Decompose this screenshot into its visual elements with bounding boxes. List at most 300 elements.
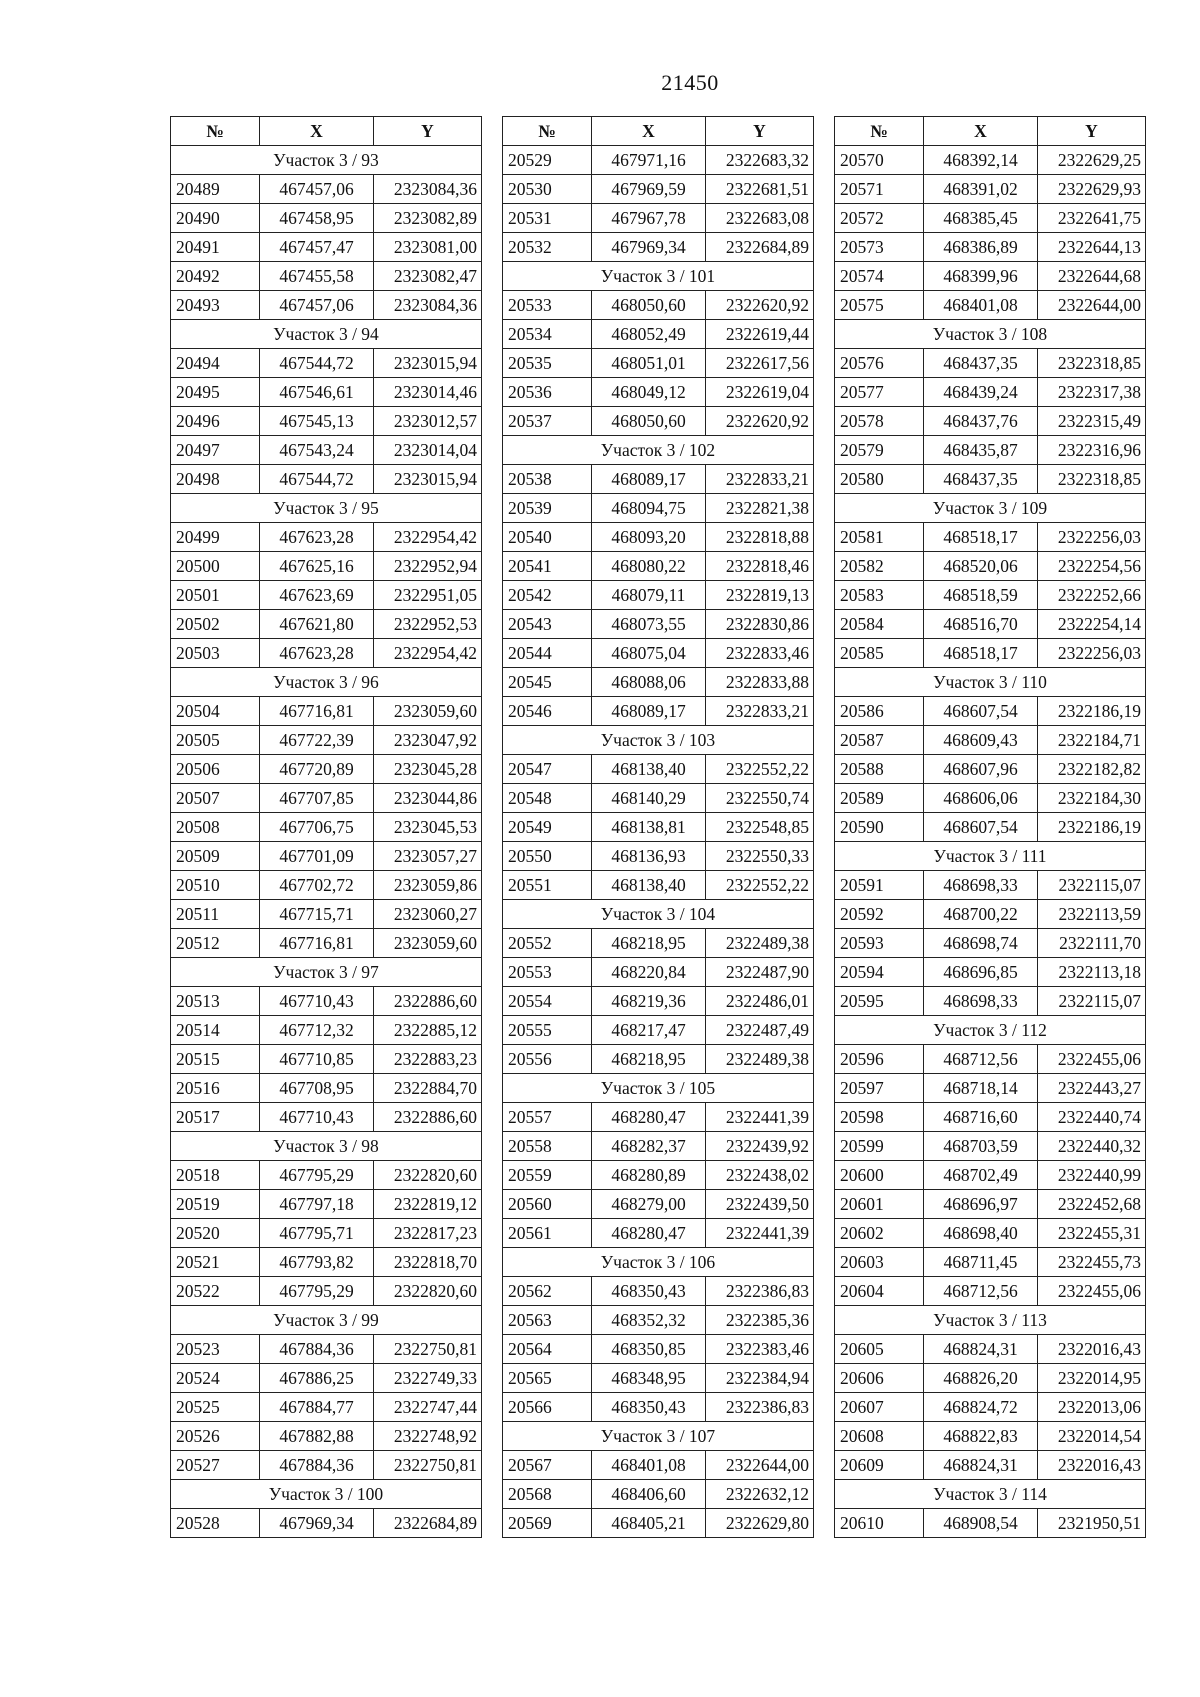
section-title: Участок 3 / 114 <box>835 1480 1146 1509</box>
point-number: 20570 <box>835 146 924 175</box>
coordinates-table-2 <box>502 116 814 1538</box>
point-number: 20564 <box>503 1335 592 1364</box>
section-row <box>835 320 1146 349</box>
x-coordinate: 468437,35 <box>924 465 1038 494</box>
table-row <box>171 1190 482 1219</box>
table-row <box>503 349 814 378</box>
table-row <box>171 465 482 494</box>
section-title: Участок 3 / 96 <box>171 668 482 697</box>
table-row <box>503 465 814 494</box>
point-number: 20519 <box>171 1190 260 1219</box>
x-coordinate: 468080,22 <box>592 552 706 581</box>
table-row <box>835 1074 1146 1103</box>
point-number: 20584 <box>835 610 924 639</box>
y-coordinate: 2322954,42 <box>374 639 482 668</box>
y-coordinate: 2322113,18 <box>1038 958 1146 987</box>
point-number: 20589 <box>835 784 924 813</box>
y-coordinate: 2322952,53 <box>374 610 482 639</box>
y-coordinate: 2322819,12 <box>374 1190 482 1219</box>
table-row <box>171 987 482 1016</box>
section-row <box>171 668 482 697</box>
y-coordinate: 2322439,50 <box>706 1190 814 1219</box>
x-coordinate: 468079,11 <box>592 581 706 610</box>
point-number: 20522 <box>171 1277 260 1306</box>
y-coordinate: 2322318,85 <box>1038 465 1146 494</box>
table-row <box>171 1335 482 1364</box>
point-number: 20503 <box>171 639 260 668</box>
x-coordinate: 467712,32 <box>260 1016 374 1045</box>
table-row <box>503 842 814 871</box>
table-row <box>503 1335 814 1364</box>
point-number: 20544 <box>503 639 592 668</box>
x-coordinate: 468698,33 <box>924 987 1038 1016</box>
y-coordinate: 2322186,19 <box>1038 813 1146 842</box>
table-row <box>835 349 1146 378</box>
y-coordinate: 2322111,70 <box>1038 929 1146 958</box>
table-row <box>171 581 482 610</box>
point-number: 20534 <box>503 320 592 349</box>
x-coordinate: 468138,40 <box>592 871 706 900</box>
header-num: № <box>171 117 260 146</box>
point-number: 20502 <box>171 610 260 639</box>
y-coordinate: 2322552,22 <box>706 755 814 784</box>
section-row <box>503 436 814 465</box>
y-coordinate: 2322954,42 <box>374 523 482 552</box>
coordinates-table-1 <box>170 116 482 1538</box>
y-coordinate: 2322833,21 <box>706 697 814 726</box>
point-number: 20491 <box>171 233 260 262</box>
y-coordinate: 2323014,46 <box>374 378 482 407</box>
x-coordinate: 468350,85 <box>592 1335 706 1364</box>
x-coordinate: 467795,71 <box>260 1219 374 1248</box>
point-number: 20516 <box>171 1074 260 1103</box>
table-row <box>835 987 1146 1016</box>
table-row <box>171 523 482 552</box>
x-coordinate: 467797,18 <box>260 1190 374 1219</box>
point-number: 20524 <box>171 1364 260 1393</box>
point-number: 20535 <box>503 349 592 378</box>
point-number: 20517 <box>171 1103 260 1132</box>
point-number: 20572 <box>835 204 924 233</box>
x-coordinate: 468824,31 <box>924 1335 1038 1364</box>
x-coordinate: 468350,43 <box>592 1277 706 1306</box>
point-number: 20539 <box>503 494 592 523</box>
y-coordinate: 2322886,60 <box>374 987 482 1016</box>
y-coordinate: 2323081,00 <box>374 233 482 262</box>
point-number: 20546 <box>503 697 592 726</box>
x-coordinate: 467967,78 <box>592 204 706 233</box>
y-coordinate: 2322833,88 <box>706 668 814 697</box>
x-coordinate: 468824,72 <box>924 1393 1038 1422</box>
x-coordinate: 468822,83 <box>924 1422 1038 1451</box>
y-coordinate: 2322644,13 <box>1038 233 1146 262</box>
table-row <box>171 1422 482 1451</box>
section-title: Участок 3 / 100 <box>171 1480 482 1509</box>
x-coordinate: 467623,28 <box>260 523 374 552</box>
table-row <box>835 1132 1146 1161</box>
point-number: 20533 <box>503 291 592 320</box>
point-number: 20514 <box>171 1016 260 1045</box>
table-row <box>503 1045 814 1074</box>
table-row <box>171 1364 482 1393</box>
point-number: 20547 <box>503 755 592 784</box>
x-coordinate: 468607,54 <box>924 813 1038 842</box>
table-row <box>171 755 482 784</box>
x-coordinate: 467969,59 <box>592 175 706 204</box>
point-number: 20528 <box>171 1509 260 1538</box>
y-coordinate: 2322550,33 <box>706 842 814 871</box>
x-coordinate: 467884,36 <box>260 1451 374 1480</box>
table-row <box>171 639 482 668</box>
point-number: 20554 <box>503 987 592 1016</box>
y-coordinate: 2322550,74 <box>706 784 814 813</box>
point-number: 20540 <box>503 523 592 552</box>
table-row <box>171 784 482 813</box>
x-coordinate: 467623,28 <box>260 639 374 668</box>
y-coordinate: 2322441,39 <box>706 1219 814 1248</box>
point-number: 20561 <box>503 1219 592 1248</box>
table-row <box>503 291 814 320</box>
x-coordinate: 468136,93 <box>592 842 706 871</box>
point-number: 20574 <box>835 262 924 291</box>
table-row <box>835 726 1146 755</box>
section-row <box>503 1422 814 1451</box>
point-number: 20529 <box>503 146 592 175</box>
table-header-row <box>835 117 1146 146</box>
x-coordinate: 468089,17 <box>592 465 706 494</box>
table-row <box>503 784 814 813</box>
x-coordinate: 468088,06 <box>592 668 706 697</box>
point-number: 20578 <box>835 407 924 436</box>
point-number: 20583 <box>835 581 924 610</box>
table-row <box>835 146 1146 175</box>
x-coordinate: 467455,58 <box>260 262 374 291</box>
table-row <box>503 610 814 639</box>
point-number: 20538 <box>503 465 592 494</box>
y-coordinate: 2322016,43 <box>1038 1335 1146 1364</box>
table-row <box>503 175 814 204</box>
table-row <box>503 581 814 610</box>
x-coordinate: 468826,20 <box>924 1364 1038 1393</box>
x-coordinate: 468518,17 <box>924 523 1038 552</box>
section-row <box>503 1248 814 1277</box>
y-coordinate: 2322016,43 <box>1038 1451 1146 1480</box>
table-row <box>503 233 814 262</box>
section-row <box>835 1306 1146 1335</box>
x-coordinate: 467707,85 <box>260 784 374 813</box>
y-coordinate: 2322818,88 <box>706 523 814 552</box>
point-number: 20595 <box>835 987 924 1016</box>
y-coordinate: 2322884,70 <box>374 1074 482 1103</box>
y-coordinate: 2322439,92 <box>706 1132 814 1161</box>
point-number: 20523 <box>171 1335 260 1364</box>
point-number: 20499 <box>171 523 260 552</box>
table-row <box>503 552 814 581</box>
y-coordinate: 2322014,95 <box>1038 1364 1146 1393</box>
y-coordinate: 2322252,66 <box>1038 581 1146 610</box>
point-number: 20587 <box>835 726 924 755</box>
section-row <box>171 1306 482 1335</box>
point-number: 20588 <box>835 755 924 784</box>
x-coordinate: 468437,76 <box>924 407 1038 436</box>
point-number: 20549 <box>503 813 592 842</box>
y-coordinate: 2322256,03 <box>1038 639 1146 668</box>
section-row <box>171 320 482 349</box>
point-number: 20551 <box>503 871 592 900</box>
point-number: 20594 <box>835 958 924 987</box>
header-num: № <box>835 117 924 146</box>
table-row <box>835 233 1146 262</box>
table-row <box>835 1190 1146 1219</box>
section-title: Участок 3 / 98 <box>171 1132 482 1161</box>
x-coordinate: 468094,75 <box>592 494 706 523</box>
section-row <box>835 1480 1146 1509</box>
x-coordinate: 467795,29 <box>260 1161 374 1190</box>
table-row <box>171 1045 482 1074</box>
section-row <box>835 842 1146 871</box>
point-number: 20575 <box>835 291 924 320</box>
point-number: 20560 <box>503 1190 592 1219</box>
x-coordinate: 468051,01 <box>592 349 706 378</box>
coordinates-table-3 <box>834 116 1146 1538</box>
x-coordinate: 467715,71 <box>260 900 374 929</box>
point-number: 20496 <box>171 407 260 436</box>
x-coordinate: 468350,43 <box>592 1393 706 1422</box>
section-row <box>835 1016 1146 1045</box>
x-coordinate: 468520,06 <box>924 552 1038 581</box>
y-coordinate: 2322830,86 <box>706 610 814 639</box>
point-number: 20526 <box>171 1422 260 1451</box>
x-coordinate: 468712,56 <box>924 1045 1038 1074</box>
header-x: X <box>592 117 706 146</box>
table-row <box>503 1480 814 1509</box>
table-row <box>835 1422 1146 1451</box>
point-number: 20598 <box>835 1103 924 1132</box>
point-number: 20504 <box>171 697 260 726</box>
point-number: 20490 <box>171 204 260 233</box>
y-coordinate: 2322833,46 <box>706 639 814 668</box>
y-coordinate: 2323057,27 <box>374 842 482 871</box>
table-row <box>503 871 814 900</box>
point-number: 20536 <box>503 378 592 407</box>
x-coordinate: 467545,13 <box>260 407 374 436</box>
table-row <box>503 697 814 726</box>
y-coordinate: 2323014,04 <box>374 436 482 465</box>
y-coordinate: 2322384,94 <box>706 1364 814 1393</box>
x-coordinate: 467625,16 <box>260 552 374 581</box>
x-coordinate: 468282,37 <box>592 1132 706 1161</box>
y-coordinate: 2323082,89 <box>374 204 482 233</box>
table-row <box>171 262 482 291</box>
y-coordinate: 2322821,38 <box>706 494 814 523</box>
point-number: 20573 <box>835 233 924 262</box>
section-title: Участок 3 / 107 <box>503 1422 814 1451</box>
point-number: 20569 <box>503 1509 592 1538</box>
point-number: 20515 <box>171 1045 260 1074</box>
table-row <box>835 871 1146 900</box>
x-coordinate: 468219,36 <box>592 987 706 1016</box>
point-number: 20571 <box>835 175 924 204</box>
table-row <box>171 436 482 465</box>
x-coordinate: 468392,14 <box>924 146 1038 175</box>
table-row <box>835 436 1146 465</box>
y-coordinate: 2322487,90 <box>706 958 814 987</box>
x-coordinate: 468607,96 <box>924 755 1038 784</box>
x-coordinate: 468518,17 <box>924 639 1038 668</box>
table-row <box>835 784 1146 813</box>
y-coordinate: 2322644,00 <box>706 1451 814 1480</box>
x-coordinate: 468824,31 <box>924 1451 1038 1480</box>
x-coordinate: 467543,24 <box>260 436 374 465</box>
point-number: 20494 <box>171 349 260 378</box>
table-row <box>171 900 482 929</box>
x-coordinate: 468702,49 <box>924 1161 1038 1190</box>
x-coordinate: 468698,74 <box>924 929 1038 958</box>
point-number: 20508 <box>171 813 260 842</box>
point-number: 20555 <box>503 1016 592 1045</box>
y-coordinate: 2322184,30 <box>1038 784 1146 813</box>
section-title: Участок 3 / 113 <box>835 1306 1146 1335</box>
table-row <box>503 1451 814 1480</box>
y-coordinate: 2322552,22 <box>706 871 814 900</box>
table-row <box>503 1509 814 1538</box>
y-coordinate: 2322644,00 <box>1038 291 1146 320</box>
y-coordinate: 2322014,54 <box>1038 1422 1146 1451</box>
section-row <box>503 900 814 929</box>
y-coordinate: 2322443,27 <box>1038 1074 1146 1103</box>
x-coordinate: 468093,20 <box>592 523 706 552</box>
y-coordinate: 2323060,27 <box>374 900 482 929</box>
table-row <box>503 639 814 668</box>
table-row <box>171 1016 482 1045</box>
table-row <box>171 1074 482 1103</box>
y-coordinate: 2322684,89 <box>706 233 814 262</box>
y-coordinate: 2322632,12 <box>706 1480 814 1509</box>
section-title: Участок 3 / 110 <box>835 668 1146 697</box>
header-y: Y <box>1038 117 1146 146</box>
table-row <box>835 1161 1146 1190</box>
section-row <box>171 146 482 175</box>
x-coordinate: 468217,47 <box>592 1016 706 1045</box>
table-row <box>171 697 482 726</box>
point-number: 20552 <box>503 929 592 958</box>
table-row <box>503 929 814 958</box>
y-coordinate: 2322619,44 <box>706 320 814 349</box>
x-coordinate: 468073,55 <box>592 610 706 639</box>
y-coordinate: 2322455,31 <box>1038 1219 1146 1248</box>
y-coordinate: 2322820,60 <box>374 1277 482 1306</box>
table-row <box>503 1393 814 1422</box>
section-title: Участок 3 / 93 <box>171 146 482 175</box>
point-number: 20498 <box>171 465 260 494</box>
x-coordinate: 468439,24 <box>924 378 1038 407</box>
point-number: 20525 <box>171 1393 260 1422</box>
x-coordinate: 467720,89 <box>260 755 374 784</box>
x-coordinate: 468406,60 <box>592 1480 706 1509</box>
x-coordinate: 468908,54 <box>924 1509 1038 1538</box>
point-number: 20556 <box>503 1045 592 1074</box>
table-row <box>835 958 1146 987</box>
x-coordinate: 468698,33 <box>924 871 1038 900</box>
y-coordinate: 2322386,83 <box>706 1277 814 1306</box>
point-number: 20597 <box>835 1074 924 1103</box>
x-coordinate: 468279,00 <box>592 1190 706 1219</box>
y-coordinate: 2322629,80 <box>706 1509 814 1538</box>
y-coordinate: 2322749,33 <box>374 1364 482 1393</box>
y-coordinate: 2322617,56 <box>706 349 814 378</box>
point-number: 20501 <box>171 581 260 610</box>
x-coordinate: 468606,06 <box>924 784 1038 813</box>
section-title: Участок 3 / 111 <box>835 842 1146 871</box>
point-number: 20562 <box>503 1277 592 1306</box>
point-number: 20605 <box>835 1335 924 1364</box>
x-coordinate: 468352,32 <box>592 1306 706 1335</box>
y-coordinate: 2323084,36 <box>374 175 482 204</box>
point-number: 20599 <box>835 1132 924 1161</box>
y-coordinate: 2323012,57 <box>374 407 482 436</box>
table-row <box>503 958 814 987</box>
point-number: 20521 <box>171 1248 260 1277</box>
x-coordinate: 467884,77 <box>260 1393 374 1422</box>
y-coordinate: 2322620,92 <box>706 407 814 436</box>
point-number: 20520 <box>171 1219 260 1248</box>
y-coordinate: 2322619,04 <box>706 378 814 407</box>
section-title: Участок 3 / 105 <box>503 1074 814 1103</box>
table-row <box>835 1103 1146 1132</box>
y-coordinate: 2322620,92 <box>706 291 814 320</box>
point-number: 20505 <box>171 726 260 755</box>
point-number: 20512 <box>171 929 260 958</box>
point-number: 20513 <box>171 987 260 1016</box>
x-coordinate: 468138,40 <box>592 755 706 784</box>
y-coordinate: 2322182,82 <box>1038 755 1146 784</box>
table-header-row <box>171 117 482 146</box>
point-number: 20507 <box>171 784 260 813</box>
y-coordinate: 2322316,96 <box>1038 436 1146 465</box>
y-coordinate: 2323045,28 <box>374 755 482 784</box>
x-coordinate: 467458,95 <box>260 204 374 233</box>
point-number: 20527 <box>171 1451 260 1480</box>
table-row <box>503 523 814 552</box>
table-row <box>503 494 814 523</box>
y-coordinate: 2322441,39 <box>706 1103 814 1132</box>
table-row <box>503 1016 814 1045</box>
table-row <box>171 929 482 958</box>
section-row <box>503 1074 814 1103</box>
x-coordinate: 468391,02 <box>924 175 1038 204</box>
point-number: 20497 <box>171 436 260 465</box>
x-coordinate: 468607,54 <box>924 697 1038 726</box>
y-coordinate: 2323015,94 <box>374 465 482 494</box>
y-coordinate: 2322818,46 <box>706 552 814 581</box>
x-coordinate: 468716,60 <box>924 1103 1038 1132</box>
header-x: X <box>260 117 374 146</box>
point-number: 20550 <box>503 842 592 871</box>
x-coordinate: 468140,29 <box>592 784 706 813</box>
y-coordinate: 2322315,49 <box>1038 407 1146 436</box>
point-number: 20596 <box>835 1045 924 1074</box>
point-number: 20585 <box>835 639 924 668</box>
section-title: Участок 3 / 103 <box>503 726 814 755</box>
table-row <box>171 1451 482 1480</box>
x-coordinate: 468518,59 <box>924 581 1038 610</box>
y-coordinate: 2322819,13 <box>706 581 814 610</box>
table-row <box>835 813 1146 842</box>
y-coordinate: 2322886,60 <box>374 1103 482 1132</box>
table-row <box>835 204 1146 233</box>
table-row <box>835 1335 1146 1364</box>
table-row <box>835 378 1146 407</box>
